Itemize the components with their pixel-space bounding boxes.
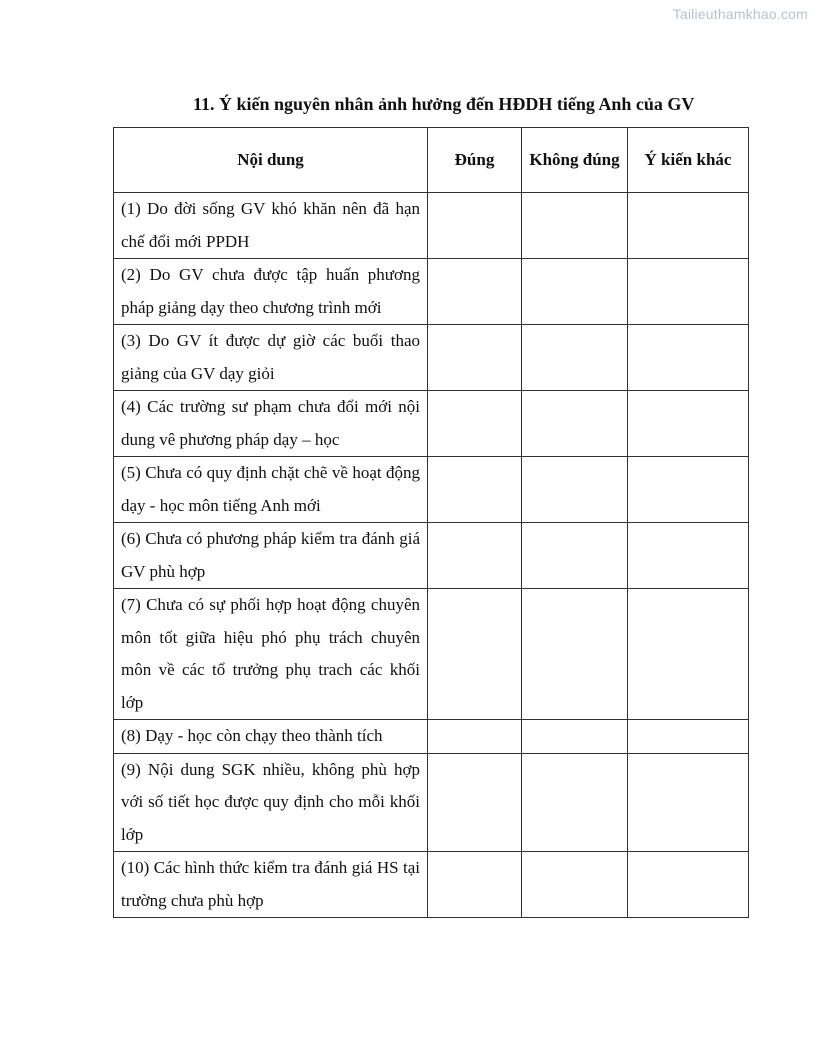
other-opinion-cell[interactable] [628, 193, 749, 259]
disagree-cell[interactable] [522, 325, 628, 391]
disagree-cell[interactable] [522, 523, 628, 589]
other-opinion-cell[interactable] [628, 523, 749, 589]
survey-table [113, 127, 749, 918]
table-row [114, 457, 749, 523]
row-content: (5) Chưa có quy định chặt chẽ về hoạt động dạy - học môn tiếng Anh mới [114, 457, 428, 523]
disagree-cell[interactable] [522, 193, 628, 259]
agree-cell[interactable] [428, 193, 522, 259]
column-header-content: Nội dung [114, 128, 428, 193]
table-row [114, 325, 749, 391]
disagree-cell[interactable] [522, 457, 628, 523]
other-opinion-cell[interactable] [628, 753, 749, 852]
other-opinion-cell[interactable] [628, 457, 749, 523]
agree-cell[interactable] [428, 325, 522, 391]
agree-cell[interactable] [428, 589, 522, 720]
row-content: (7) Chưa có sự phối hợp hoạt động chuyên môn tốt giữa hiệu phó phụ trách chuyên môn về các tổ trưởng phụ trach các khối lớp [114, 589, 428, 720]
table-row [114, 391, 749, 457]
column-header-other-opinion: Ý kiến khác [628, 128, 749, 193]
row-content: (1) Do đời sống GV khó khăn nên đã hạn chế đổi mới PPDH [114, 193, 428, 259]
row-content: (6) Chưa có phương pháp kiểm tra đánh giá GV phù hợp [114, 523, 428, 589]
row-content: (3) Do GV ít được dự giờ các buổi thao giảng của GV dạy giỏi [114, 325, 428, 391]
disagree-cell[interactable] [522, 259, 628, 325]
table-row [114, 193, 749, 259]
table-header-row [114, 128, 749, 193]
agree-cell[interactable] [428, 753, 522, 852]
disagree-cell[interactable] [522, 753, 628, 852]
agree-cell[interactable] [428, 523, 522, 589]
table-row [114, 852, 749, 918]
column-header-agree: Đúng [428, 128, 522, 193]
watermark: Tailieuthamkhao.com [672, 6, 808, 22]
agree-cell[interactable] [428, 852, 522, 918]
agree-cell[interactable] [428, 391, 522, 457]
agree-cell[interactable] [428, 259, 522, 325]
other-opinion-cell[interactable] [628, 391, 749, 457]
row-content: (4) Các trường sư phạm chưa đổi mới nội dung vê phương pháp dạy – học [114, 391, 428, 457]
table-row [114, 753, 749, 852]
row-content: (8) Dạy - học còn chạy theo thành tích [114, 720, 428, 754]
disagree-cell[interactable] [522, 852, 628, 918]
row-content: (10) Các hình thức kiểm tra đánh giá HS tại trường chưa phù hợp [114, 852, 428, 918]
row-content: (2) Do GV chưa được tập huấn phương pháp giảng dạy theo chương trình mới [114, 259, 428, 325]
other-opinion-cell[interactable] [628, 589, 749, 720]
section-heading: 11. Ý kiến nguyên nhân ảnh hưởng đến HĐDH tiếng Anh của GV [193, 94, 695, 114]
table-row [114, 523, 749, 589]
other-opinion-cell[interactable] [628, 720, 749, 754]
row-content: (9) Nội dung SGK nhiều, không phù hợp với số tiết học được quy định cho mỗi khối lớp [114, 753, 428, 852]
disagree-cell[interactable] [522, 391, 628, 457]
agree-cell[interactable] [428, 720, 522, 754]
disagree-cell[interactable] [522, 589, 628, 720]
other-opinion-cell[interactable] [628, 325, 749, 391]
table-row [114, 589, 749, 720]
column-header-disagree: Không đúng [522, 128, 628, 193]
agree-cell[interactable] [428, 457, 522, 523]
disagree-cell[interactable] [522, 720, 628, 754]
other-opinion-cell[interactable] [628, 259, 749, 325]
other-opinion-cell[interactable] [628, 852, 749, 918]
table-row [114, 259, 749, 325]
table-row [114, 720, 749, 754]
